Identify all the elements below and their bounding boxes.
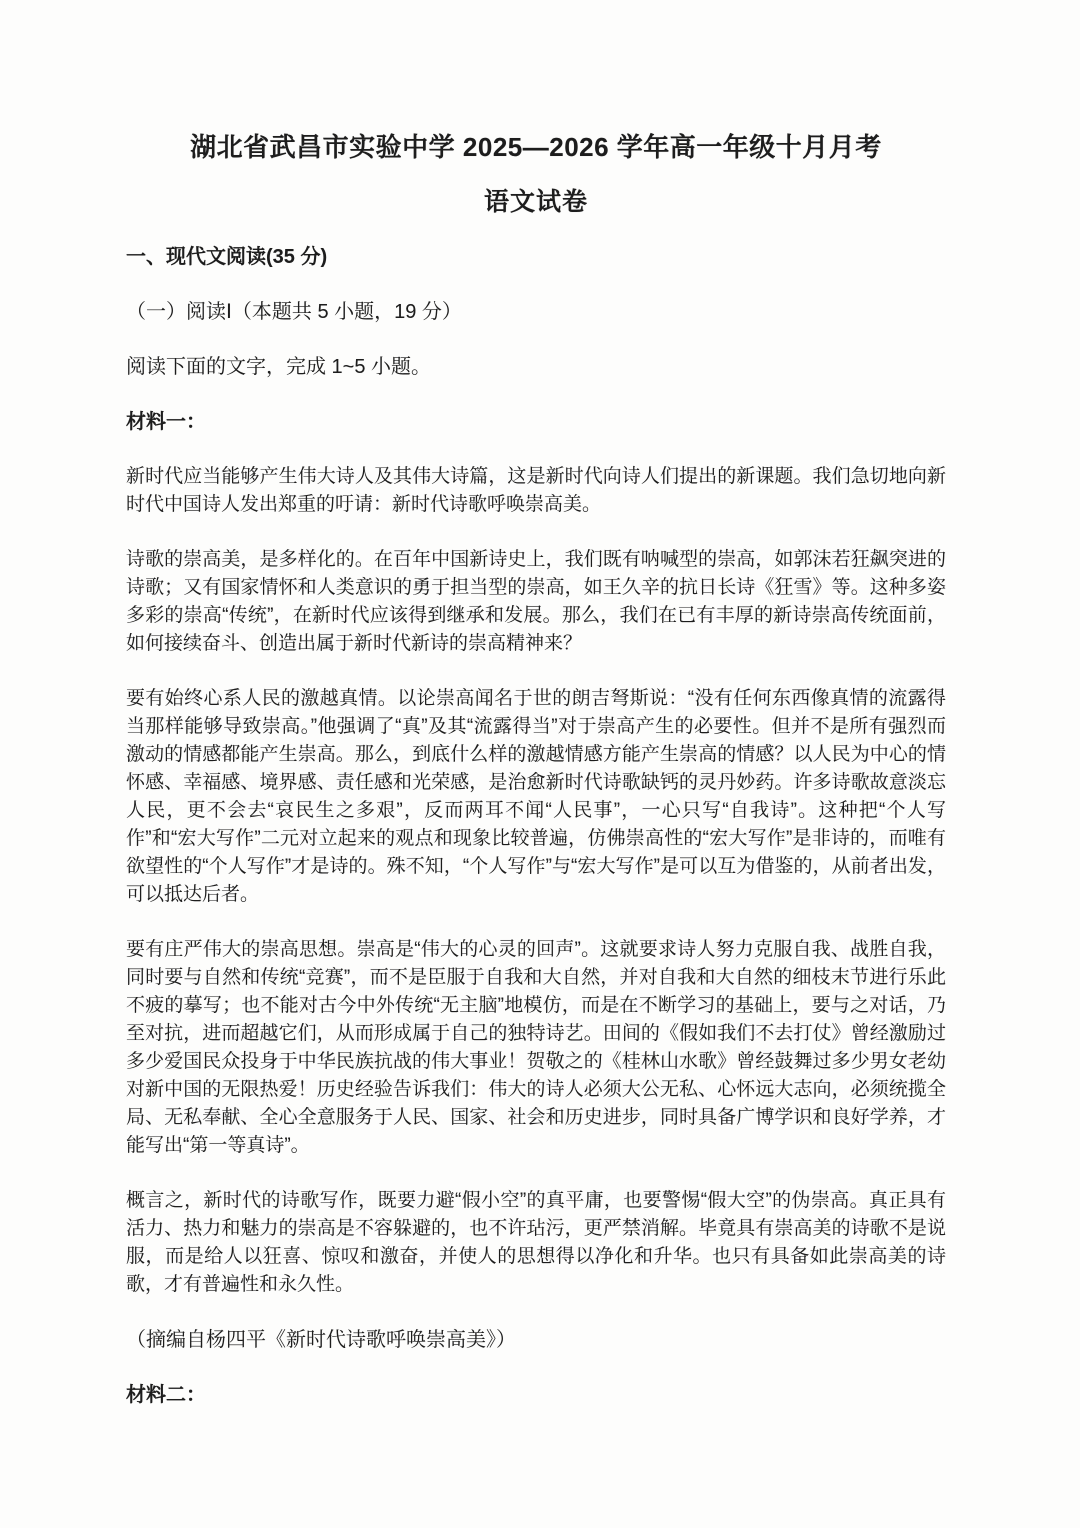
material-one-paragraph-2: 诗歌的崇高美，是多样化的。在百年中国新诗史上，我们既有呐喊型的崇高，如郭沫若狂飙突进的诗歌；又有国家情怀和人类意识的勇于担当型的崇高，如王久辛的抗日长诗《狂雪》等。这种多姿多彩的崇高“传统”，在新时代应该得到继承和发展。那么，我们在已有丰厚的新诗崇高传统面前，如何接续奋斗、创造出属于新时代新诗的崇高精神来？ (126, 549, 946, 654)
material-one-label: 材料一： (126, 411, 206, 433)
reading-instruction: 阅读下面的文字，完成 1~5 小题。 (126, 356, 432, 378)
document-content (126, 133, 946, 1436)
document-subtitle: 语文试卷 (483, 188, 588, 216)
material-two-label: 材料二： (126, 1384, 206, 1406)
source-note: （摘编自杨四平《新时代诗歌呼唤崇高美》） (126, 1329, 516, 1351)
document-title: 湖北省武昌市实验中学 2025—2026 学年高一年级十月月考 (190, 132, 882, 162)
material-one-paragraph-1: 新时代应当能够产生伟大诗人及其伟大诗篇，这是新时代向诗人们提出的新课题。我们急切地向新时代中国诗人发出郑重的吁请：新时代诗歌呼唤崇高美。 (126, 466, 946, 515)
material-one-paragraph-5: 概言之，新时代的诗歌写作，既要力避“假小空”的真平庸，也要警惕“假大空”的伪崇高。真正具有活力、热力和魅力的崇高是不容躲避的，也不许玷污，更严禁消解。毕竟具有崇高美的诗歌不是说服，而是给人以狂喜、惊叹和激奋，并使人的思想得以净化和升华。也只有具备如此崇高美的诗歌，才有普遍性和永久性。 (126, 1190, 946, 1295)
part-one-heading: （一）阅读Ⅰ（本题共 5 小题，19 分） (126, 301, 462, 323)
material-one-paragraph-3: 要有始终心系人民的激越真情。以论崇高闻名于世的朗吉弩斯说：“没有任何东西像真情的流露得当那样能够导致崇高。”他强调了“真”及其“流露得当”对于崇高产生的必要性。但并不是所有强烈而激动的情感都能产生崇高。那么，到底什么样的激越情感方能产生崇高的情感？以人民为中心的情怀感、幸福感、境界感、责任感和光荣感，是治愈新时代诗歌缺钙的灵丹妙药。许多诗歌故意淡忘人民，更不会去“哀民生之多艰”，反而两耳不闻“人民事”，一心只写“自我诗”。这种把“个人写作”和“宏大写作”二元对立起来的观点和现象比较普遍，仿佛崇高性的“宏大写作”是非诗的，而唯有欲望性的“个人写作”才是诗的。殊不知，“个人写作”与“宏大写作”是可以互为借鉴的，从前者出发，可以抵达后者。 (126, 688, 946, 905)
section-one-heading: 一、现代文阅读(35 分) (126, 246, 328, 268)
material-one-paragraph-4: 要有庄严伟大的崇高思想。崇高是“伟大的心灵的回声”。这就要求诗人努力克服自我、战胜自我，同时要与自然和传统“竞赛”，而不是臣服于自我和大自然，并对自我和大自然的细枝末节进行乐此不疲的摹写；也不能对古今中外传统“无主脑”地模仿，而是在不断学习的基础上，要与之对话，乃至对抗，进而超越它们，从而形成属于自己的独特诗艺。田间的《假如我们不去打仗》曾经激励过多少爱国民众投身于中华民族抗战的伟大事业！贺敬之的《桂林山水歌》曾经鼓舞过多少男女老幼对新中国的无限热爱！历史经验告诉我们：伟大的诗人必须大公无私、心怀远大志向，必须统揽全局、无私奉献、全心全意服务于人民、国家、社会和历史进步，同时具备广博学识和良好学养，才能写出“第一等真诗”。 (126, 939, 946, 1156)
